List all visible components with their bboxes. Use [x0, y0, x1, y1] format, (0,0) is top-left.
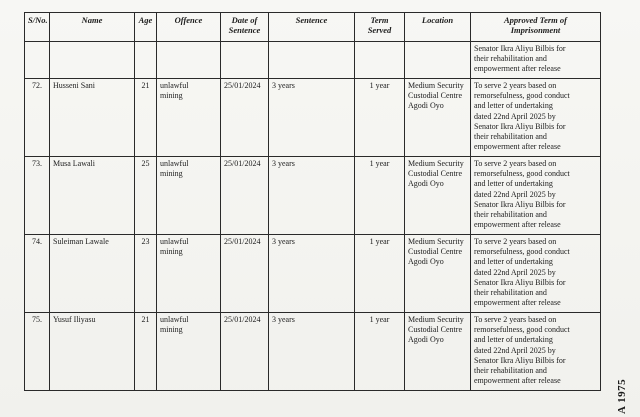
location-line: Medium Security [408, 159, 464, 168]
cell-date: 25/01/2024 [221, 235, 269, 313]
approved-line: remorsefulness, good conduct [474, 169, 570, 179]
cell-empty [50, 42, 135, 79]
approved-line: empowerment after release [474, 376, 561, 386]
location-line: Medium Security [408, 237, 464, 246]
approved-line: Senator Ikra Aliyu Bilbis for [474, 277, 566, 287]
cell-date: 25/01/2024 [221, 157, 269, 235]
cell-empty [25, 42, 50, 79]
table-row [25, 79, 601, 157]
header-term [355, 13, 405, 42]
prisoner-table [24, 12, 601, 391]
offence-line: unlawful [160, 237, 189, 246]
offence-line: mining [160, 91, 183, 101]
approved-line: Senator Ikra Aliyu Bilbis for [474, 44, 566, 53]
cell-empty [269, 42, 355, 79]
cell-age: 21 [135, 313, 157, 391]
cell-location [405, 79, 471, 157]
header-age: Age [135, 13, 157, 42]
cell-empty [355, 42, 405, 79]
cell-term-served: 1 year [355, 235, 405, 313]
approved-line: empowerment after release [474, 220, 561, 230]
cell-sentence: 3 years [269, 313, 355, 391]
location-line: Agodi Oyo [408, 335, 444, 345]
offence-line: mining [160, 325, 183, 335]
approved-line: their rehabilitation and [474, 54, 547, 64]
header-sentence: Sentence [269, 13, 355, 42]
cell-offence [157, 79, 221, 157]
location-line: Medium Security [408, 315, 464, 324]
offence-line: unlawful [160, 315, 189, 324]
table-row-continuation [25, 42, 601, 79]
location-line: Custodial Centre [408, 247, 462, 257]
header-date-line2: Sentence [228, 25, 261, 35]
cell-empty [157, 42, 221, 79]
table-header-row [25, 13, 601, 42]
approved-line: their rehabilitation and [474, 132, 547, 142]
offence-line: unlawful [160, 81, 189, 90]
cell-location [405, 235, 471, 313]
cell-offence [157, 157, 221, 235]
approved-line: dated 22nd April 2025 by [474, 111, 556, 121]
header-sn: S/No. [25, 13, 50, 42]
cell-name: Musa Lawali [50, 157, 135, 235]
approved-line: To serve 2 years based on [474, 237, 557, 246]
approved-line: Senator Ikra Aliyu Bilbis for [474, 199, 566, 209]
cell-name: Yusuf Iliyasu [50, 313, 135, 391]
location-line: Custodial Centre [408, 169, 462, 179]
approved-line: their rehabilitation and [474, 288, 547, 298]
location-line: Medium Security [408, 81, 464, 90]
cell-sn: 73. [25, 157, 50, 235]
approved-line: remorsefulness, good conduct [474, 247, 570, 257]
approved-line: their rehabilitation and [474, 210, 547, 220]
cell-age: 23 [135, 235, 157, 313]
cell-sentence: 3 years [269, 79, 355, 157]
cell-sn: 72. [25, 79, 50, 157]
approved-line: and letter of undertaking [474, 179, 553, 189]
header-approved-line2: Imprisonment [510, 25, 561, 35]
cell-date: 25/01/2024 [221, 79, 269, 157]
cell-empty [405, 42, 471, 79]
cell-empty [221, 42, 269, 79]
approved-line: and letter of undertaking [474, 101, 553, 111]
offence-line: mining [160, 169, 183, 179]
header-name: Name [50, 13, 135, 42]
cell-approved [471, 235, 601, 313]
cell-name: Husseni Sani [50, 79, 135, 157]
cell-empty [135, 42, 157, 79]
approved-line: and letter of undertaking [474, 257, 553, 267]
page-reference-text: A 1975 [616, 378, 628, 414]
table-row [25, 235, 601, 313]
offence-line: unlawful [160, 159, 189, 168]
approved-line: dated 22nd April 2025 by [474, 345, 556, 355]
cell-offence [157, 235, 221, 313]
approved-line: Senator Ikra Aliyu Bilbis for [474, 121, 566, 131]
approved-line: To serve 2 years based on [474, 159, 557, 168]
offence-line: mining [160, 247, 183, 257]
cell-age: 25 [135, 157, 157, 235]
approved-line: dated 22nd April 2025 by [474, 189, 556, 199]
approved-line: remorsefulness, good conduct [474, 91, 570, 101]
cell-sentence: 3 years [269, 235, 355, 313]
cell-location [405, 313, 471, 391]
approved-line: Senator Ikra Aliyu Bilbis for [474, 355, 566, 365]
cell-term-served: 1 year [355, 157, 405, 235]
location-line: Agodi Oyo [408, 257, 444, 267]
header-offence: Offence [157, 13, 221, 42]
cell-date: 25/01/2024 [221, 313, 269, 391]
approved-line: To serve 2 years based on [474, 81, 557, 90]
location-line: Agodi Oyo [408, 101, 444, 111]
approved-line: empowerment after release [474, 142, 561, 152]
location-line: Custodial Centre [408, 91, 462, 101]
approved-line: dated 22nd April 2025 by [474, 267, 556, 277]
cell-age: 21 [135, 79, 157, 157]
approved-line: To serve 2 years based on [474, 315, 557, 324]
header-approved [471, 13, 601, 42]
table-row [25, 313, 601, 391]
location-line: Custodial Centre [408, 325, 462, 335]
cell-sn: 75. [25, 313, 50, 391]
cell-offence [157, 313, 221, 391]
cell-approved [471, 313, 601, 391]
header-date [221, 13, 269, 42]
approved-line: their rehabilitation and [474, 366, 547, 376]
header-term-line2: Served [367, 25, 392, 35]
approved-line: remorsefulness, good conduct [474, 325, 570, 335]
cell-sn: 74. [25, 235, 50, 313]
cell-approved [471, 42, 601, 79]
cell-approved [471, 79, 601, 157]
header-date-line1: Date of [231, 15, 258, 25]
cell-name: Suleiman Lawale [50, 235, 135, 313]
approved-line: empowerment after release [474, 64, 561, 74]
cell-term-served: 1 year [355, 313, 405, 391]
approved-line: empowerment after release [474, 298, 561, 308]
cell-approved [471, 157, 601, 235]
header-approved-line1: Approved Term of [504, 15, 567, 25]
cell-term-served: 1 year [355, 79, 405, 157]
page-reference [606, 348, 636, 414]
header-location: Location [405, 13, 471, 42]
header-term-line1: Term [370, 15, 389, 25]
cell-sentence: 3 years [269, 157, 355, 235]
location-line: Agodi Oyo [408, 179, 444, 189]
table-row [25, 157, 601, 235]
cell-location [405, 157, 471, 235]
approved-line: and letter of undertaking [474, 335, 553, 345]
